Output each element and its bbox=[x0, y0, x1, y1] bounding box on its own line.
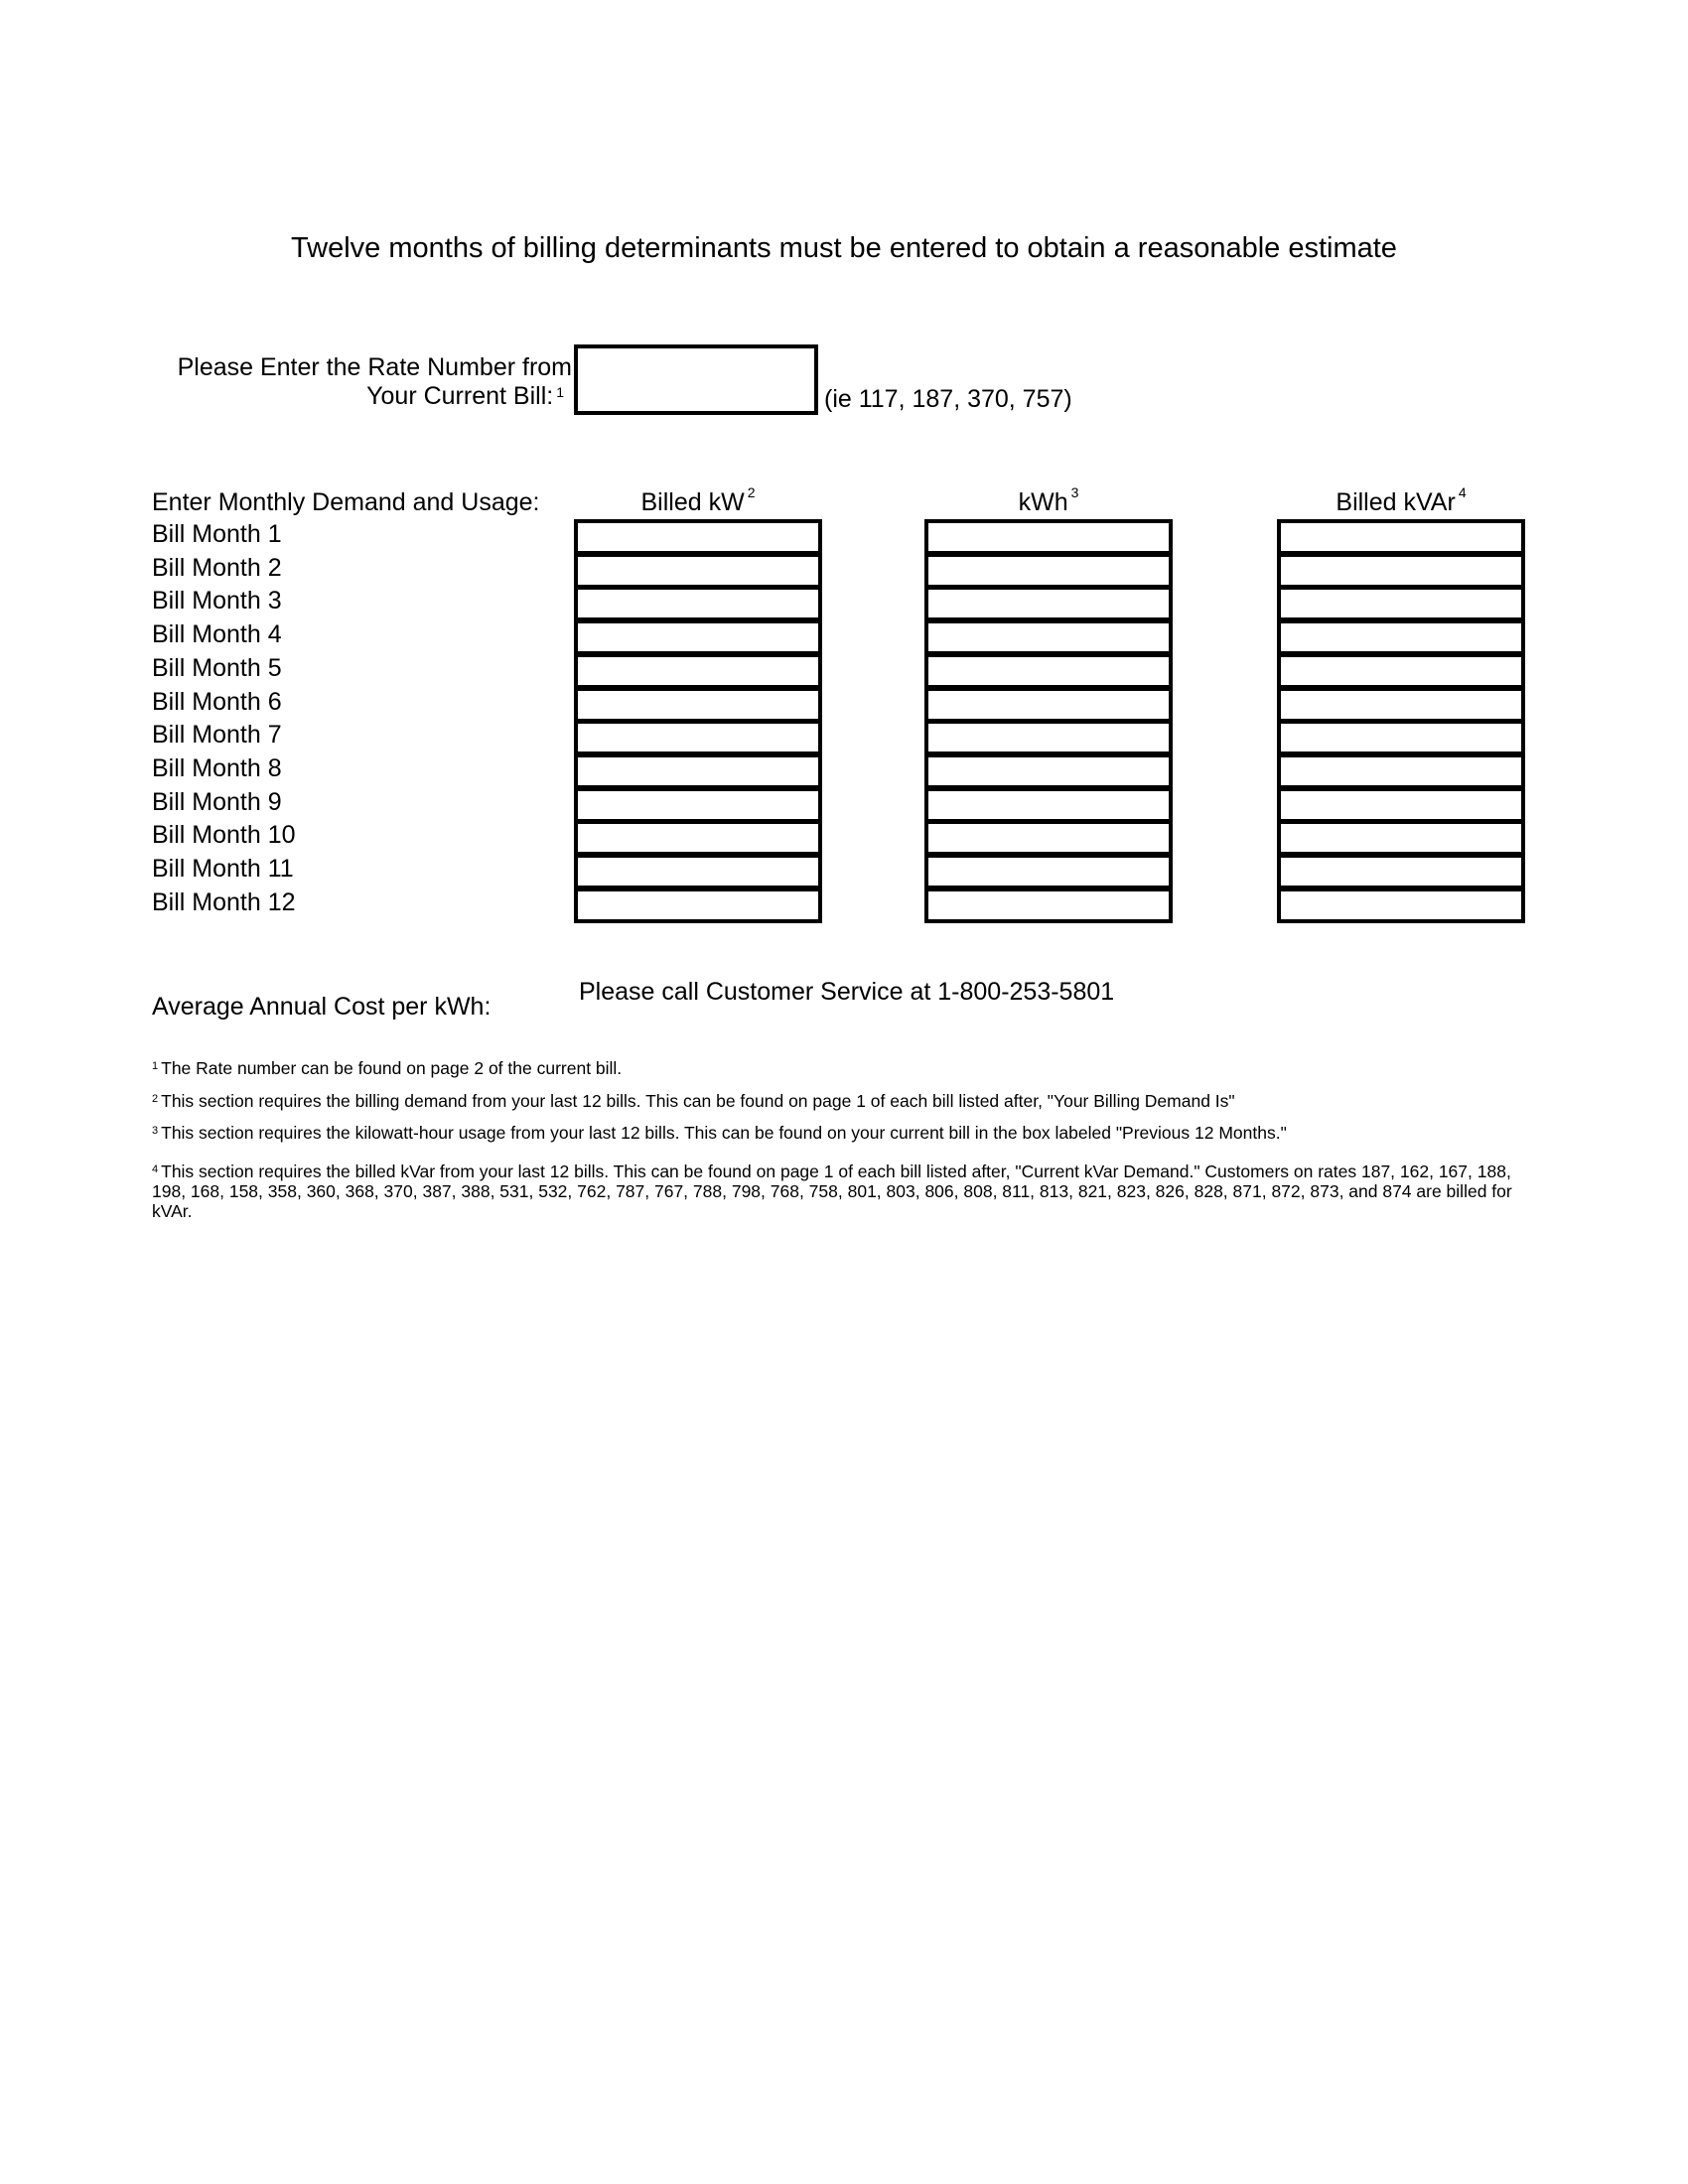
billed-kw-input-month-6[interactable] bbox=[574, 687, 822, 723]
billed-kw-input-month-11[interactable] bbox=[574, 854, 822, 889]
bill-month-label-2: Bill Month 2 bbox=[152, 553, 282, 582]
kwh-input-month-5[interactable] bbox=[924, 653, 1173, 689]
footnote-2: $^2$ This section requires the billing demand from your last 12 bills. This can be found on page 1 of each bill listed after, "Your Billing Demand Is" bbox=[152, 1091, 1235, 1111]
kwh-input-month-3[interactable] bbox=[924, 586, 1173, 621]
billed-kvar-input-month-11[interactable] bbox=[1277, 854, 1525, 889]
billed-kvar-input-month-6[interactable] bbox=[1277, 687, 1525, 723]
billed-kw-input-month-7[interactable] bbox=[574, 720, 822, 755]
billed-kvar-input-month-3[interactable] bbox=[1277, 586, 1525, 621]
billed-kvar-input-month-1[interactable] bbox=[1277, 519, 1525, 555]
footnote-ref-2: 2 bbox=[747, 484, 756, 500]
bill-month-label-7: Bill Month 7 bbox=[152, 721, 282, 750]
kwh-input-month-8[interactable] bbox=[924, 753, 1173, 789]
billed-kw-input-month-8[interactable] bbox=[574, 753, 822, 789]
bill-month-label-6: Bill Month 6 bbox=[152, 687, 282, 716]
billed-kw-input-month-1[interactable] bbox=[574, 519, 822, 555]
billed-kw-input-month-9[interactable] bbox=[574, 787, 822, 823]
bill-month-label-12: Bill Month 12 bbox=[152, 887, 296, 916]
billed-kw-input-month-12[interactable] bbox=[574, 887, 822, 923]
rate-label-line1: Please Enter the Rate Number from bbox=[177, 353, 572, 381]
kwh-input-month-7[interactable] bbox=[924, 720, 1173, 755]
billed-kvar-input-month-12[interactable] bbox=[1277, 887, 1525, 923]
kwh-input-month-2[interactable] bbox=[924, 553, 1173, 589]
bill-month-label-1: Bill Month 1 bbox=[152, 520, 282, 548]
kwh-input-month-12[interactable] bbox=[924, 887, 1173, 923]
kwh-input-month-1[interactable] bbox=[924, 519, 1173, 555]
rate-number-example: (ie 117, 187, 370, 757) bbox=[824, 385, 1072, 413]
footnote-ref-3: 3 bbox=[1070, 484, 1079, 500]
bill-month-label-9: Bill Month 9 bbox=[152, 787, 282, 816]
column-header-kwh: kWh $^3$ bbox=[1018, 484, 1079, 516]
billed-kvar-input-month-9[interactable] bbox=[1277, 787, 1525, 823]
billed-kw-input-month-2[interactable] bbox=[574, 553, 822, 589]
billed-kvar-input-month-7[interactable] bbox=[1277, 720, 1525, 755]
billed-kw-input-month-4[interactable] bbox=[574, 619, 822, 655]
page-title: Twelve months of billing determinants must be entered to obtain a reasonable estimate bbox=[291, 232, 1397, 264]
kwh-input-month-4[interactable] bbox=[924, 619, 1173, 655]
bill-month-label-11: Bill Month 11 bbox=[152, 855, 294, 883]
billed-kvar-input-month-2[interactable] bbox=[1277, 553, 1525, 589]
footnote-4: $^4$ This section requires the billed kVar from your last 12 bills. This can be found on page 1 of each bill listed after, "Current kVar Demand." Customers on rates 187, 162, 167, 188, 198, 168, 158, 358, 360, 368, 370, 387, 388, 531, 532, 762, 787, 767, 788, 798, 768, 758, 801, 803, 806, 808, 811, 813, 821, 823, 826, 828, 871, 872, 873, and 874 are billed for kVAr. bbox=[152, 1161, 1512, 1221]
footnote-ref-1: 1 bbox=[556, 384, 564, 400]
billed-kvar-input-month-5[interactable] bbox=[1277, 653, 1525, 689]
footnote-3: $^3$ This section requires the kilowatt-hour usage from your last 12 bills. This can be found on your current bill in the box labeled "Previous 12 Months." bbox=[152, 1123, 1287, 1143]
bill-month-label-3: Bill Month 3 bbox=[152, 587, 282, 615]
kwh-input-month-9[interactable] bbox=[924, 787, 1173, 823]
billed-kw-input-month-10[interactable] bbox=[574, 820, 822, 856]
bill-month-label-5: Bill Month 5 bbox=[152, 653, 282, 682]
customer-service-message: Please call Customer Service at 1-800-253-5801 bbox=[579, 978, 1115, 1006]
column-header-billed-kvar: Billed kVAr $^4$ bbox=[1336, 484, 1467, 516]
billed-kvar-input-month-8[interactable] bbox=[1277, 753, 1525, 789]
bill-month-label-10: Bill Month 10 bbox=[152, 821, 296, 850]
billed-kw-input-month-3[interactable] bbox=[574, 586, 822, 621]
rate-label-line2: Your Current Bill: $^1$ bbox=[366, 382, 564, 410]
footnote-ref-4: 4 bbox=[1458, 484, 1467, 500]
usage-section-label: Enter Monthly Demand and Usage: bbox=[152, 488, 540, 516]
kwh-input-month-10[interactable] bbox=[924, 820, 1173, 856]
billed-kvar-input-month-10[interactable] bbox=[1277, 820, 1525, 856]
footnote-1: $^1$ The Rate number can be found on page 2 of the current bill. bbox=[152, 1058, 623, 1078]
kwh-input-month-6[interactable] bbox=[924, 687, 1173, 723]
bill-month-label-4: Bill Month 4 bbox=[152, 620, 282, 649]
billed-kvar-input-month-4[interactable] bbox=[1277, 619, 1525, 655]
billed-kw-input-month-5[interactable] bbox=[574, 653, 822, 689]
average-cost-label: Average Annual Cost per kWh: bbox=[152, 993, 492, 1021]
column-header-billed-kw: Billed kW $^2$ bbox=[640, 484, 756, 516]
kwh-input-month-11[interactable] bbox=[924, 854, 1173, 889]
rate-number-label bbox=[99, 353, 572, 411]
bill-month-label-8: Bill Month 8 bbox=[152, 753, 282, 782]
rate-number-input[interactable] bbox=[574, 344, 818, 415]
